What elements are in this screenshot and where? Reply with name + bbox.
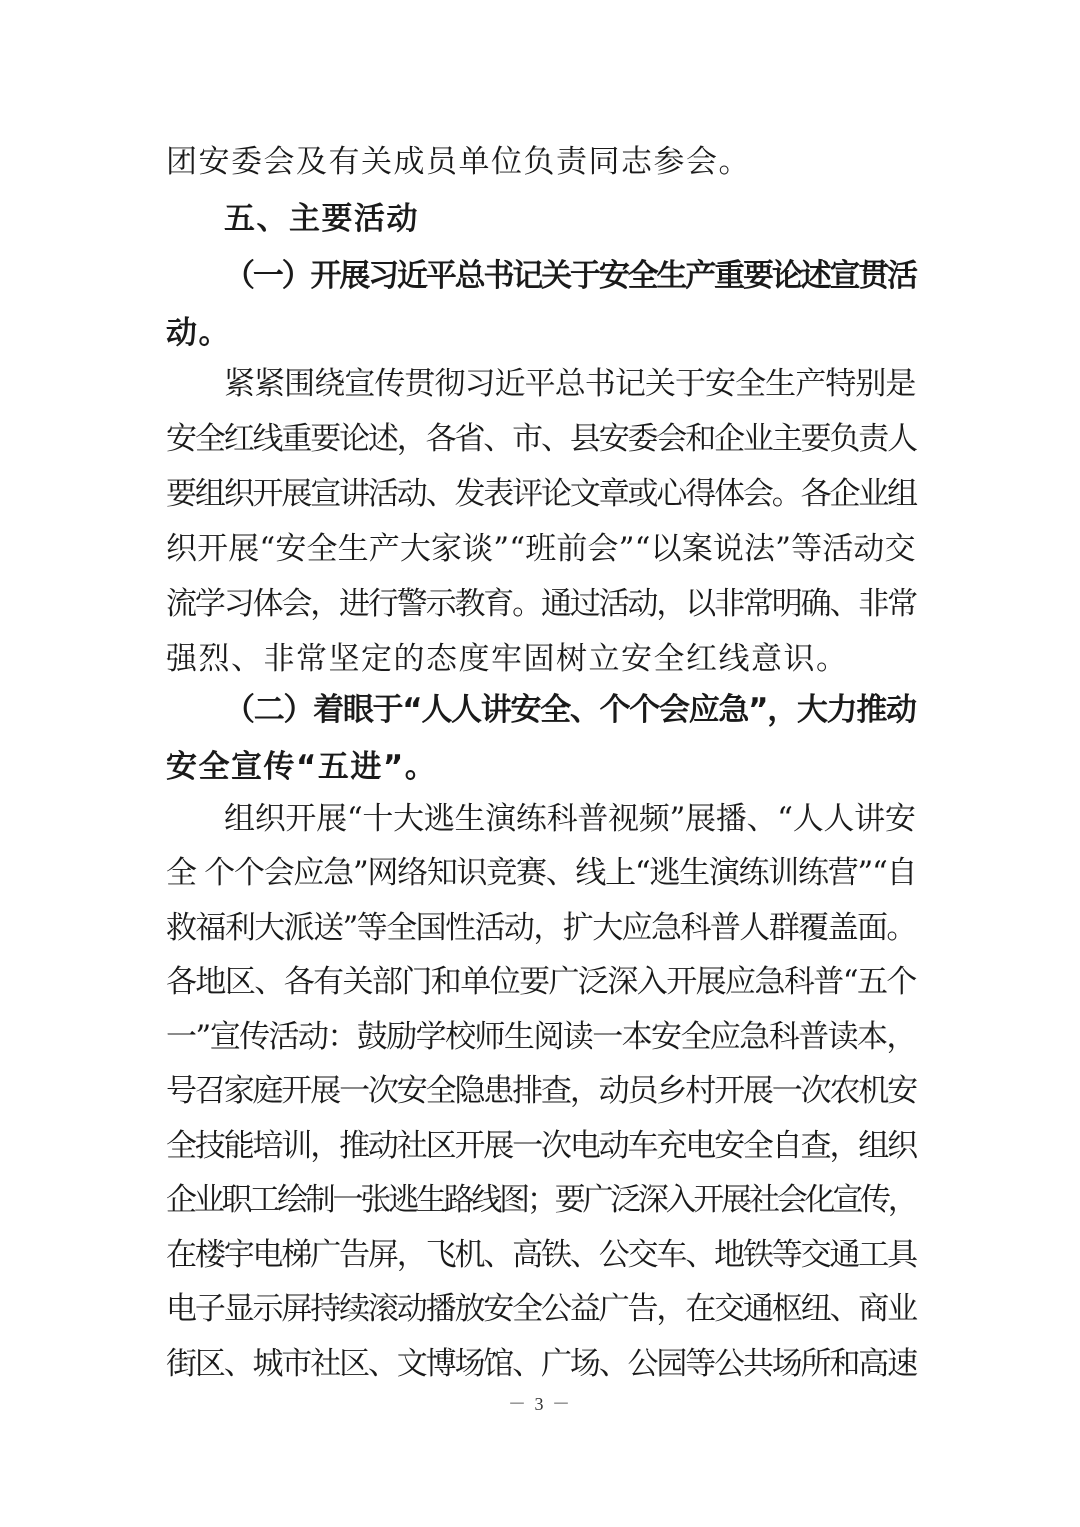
paragraph-line: 团安委会及有关成员单位负责同志参会。: [166, 144, 751, 180]
subsection-heading: 安全宣传“五进”。: [166, 749, 438, 785]
paragraph-line: 号召家庭开展一次安全隐患排查，动员乡村开展一次农机安: [166, 1073, 916, 1109]
subsection-heading: 动。: [166, 315, 231, 351]
paragraph-line: 安全红线重要论述，各省、市、县安委会和企业主要负责人: [166, 421, 916, 457]
paragraph-line: 各地区、各有关部门和单位要广泛深入开展应急科普“五个: [166, 964, 916, 1000]
paragraph-line: 要组织开展宣讲活动、发表评论文章或心得体会。各企业组: [166, 476, 916, 512]
paragraph-line: 组织开展“十大逃生演练科普视频”展播、“人人讲安: [224, 801, 916, 837]
paragraph-line: 街区、城市社区、文博场馆、广场、公园等公共场所和高速: [166, 1346, 916, 1382]
paragraph-line: 救福利大派送”等全国性活动，扩大应急科普人群覆盖面。: [166, 910, 916, 946]
subsection-heading: （二）着眼于“人人讲安全、个个会应急”，大力推动: [224, 692, 916, 728]
paragraph-line: 织开展“安全生产大家谈”“班前会”“以案说法”等活动交: [166, 531, 916, 567]
paragraph-line: 紧紧围绕宣传贯彻习近平总书记关于安全生产特别是: [224, 366, 916, 402]
page-number: － 3 －: [508, 1394, 572, 1414]
paragraph-line: 一”宣传活动：鼓励学校师生阅读一本安全应急科普读本，: [166, 1019, 916, 1055]
paragraph-line: 全 个个会应急”网络知识竞赛、线上“逃生演练训练营”“自: [166, 855, 917, 891]
subsection-heading: （一）开展习近平总书记关于安全生产重要论述宣贯活: [224, 258, 916, 294]
paragraph-line: 全技能培训，推动社区开展一次电动车充电安全自查，组织: [166, 1128, 916, 1164]
paragraph-line: 强烈、非常坚定的态度牢固树立安全红线意识。: [166, 641, 849, 677]
paragraph-line: 企业职工绘制一张逃生路线图；要广泛深入开展社会化宣传，: [166, 1182, 916, 1218]
paragraph-line: 流学习体会，进行警示教育。通过活动，以非常明确、非常: [166, 586, 916, 622]
paragraph-line: 在楼宇电梯广告屏，飞机、高铁、公交车、地铁等交通工具: [166, 1237, 916, 1273]
paragraph-line: 电子显示屏持续滚动播放安全公益广告，在交通枢纽、商业: [166, 1291, 916, 1327]
section-heading: 五、主要活动: [224, 201, 419, 237]
